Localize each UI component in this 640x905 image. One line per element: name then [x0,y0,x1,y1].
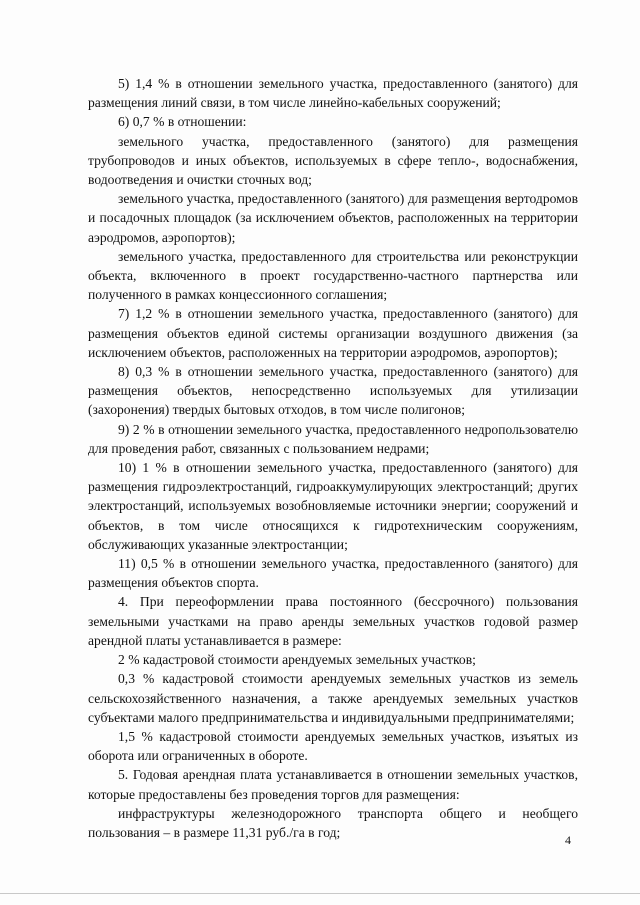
paragraph-item-6-intro: 6) 0,7 % в отношении: [118,114,247,130]
paragraph-section-5-annual-rent: 5. Годовая арендная плата устанавливается в отношении земельных участков, которые предоставлены без проведения торгов для размещения: [88,767,578,802]
paragraph-item-7-air-traffic: 7) 1,2 % в отношении земельного участка, предоставленного (занятого) для размещения объектов единой системы организации воздушного движения (за исключением объектов, расположенных на территории аэродромов, аэропортов); [88,306,578,360]
paragraph-section-4-reregistration: 4. При переоформлении права постоянного (бессрочного) пользования земельными участками на право аренды земельных участков годовой размер арендной платы устанавливается в размере: [88,594,578,648]
paragraph-ppp-construction: земельного участка, предоставленного для строительства или реконструкции объекта, включенного в проект государственно-частного партнерства или полученного в рамках концессионного соглашения; [88,248,578,303]
paragraph-railway-infrastructure: инфраструктуры железнодорожного транспорта общего и необщего пользования – в размере 11,31 руб./га в год; [88,805,578,840]
page-number: 4 [565,833,571,847]
document-body [88,74,578,842]
paragraph-item-10-power-plants: 10) 1 % в отношении земельного участка, предоставленного (занятого) для размещения гидроэлектростанций, гидроаккумулирующих электростанций; других электростанций, используемых возобновляемые источники энергии; сооружений и объектов, в том числе относящихся к гидротехническим сооружениям, обслуживающих указанные электростанции; [88,460,578,552]
paragraph-pipelines: земельного участка, предоставленного (занятого) для размещения трубопроводов и иных объектов, используемых в сфере тепло-, водоснабжения, водоотведения и очистки сточных вод; [88,133,578,188]
scan-edge-divider [0,893,640,894]
paragraph-rate-0-3-percent: 0,3 % кадастровой стоимости арендуемых земельных участков из земель сельскохозяйственного назначения, а также арендуемых земельных участков субъектами малого предпринимательства и индивидуальными предпринимателями; [88,671,578,725]
paragraph-item-5-communication-lines: 5) 1,4 % в отношении земельного участка, предоставленного (занятого) для размещения линий связи, в том числе линейно-кабельных сооружений; [88,76,578,111]
paragraph-item-9-subsoil: 9) 2 % в отношении земельного участка, предоставленного недропользователю для проведения работ, связанных с пользованием недрами; [88,421,578,456]
paragraph-item-8-waste: 8) 0,3 % в отношении земельного участка, предоставленного (занятого) для размещения объектов, непосредственно используемых для утилизации (захоронения) твердых бытовых отходов, в том числе полигонов; [88,364,578,418]
paragraph-rate-1-5-percent: 1,5 % кадастровой стоимости арендуемых земельных участков, изъятых из оборота или ограниченных в обороте. [88,728,578,764]
paragraph-helipads: земельного участка, предоставленного (занятого) для размещения вертодромов и посадочных площадок (за исключением объектов, расположенных на территории аэродромов, аэропортов); [88,191,578,245]
paragraph-item-11-sport: 11) 0,5 % в отношении земельного участка, предоставленного (занятого) для размещения объектов спорта. [88,556,578,591]
paragraph-rate-2-percent: 2 % кадастровой стоимости арендуемых земельных участков; [118,652,476,668]
